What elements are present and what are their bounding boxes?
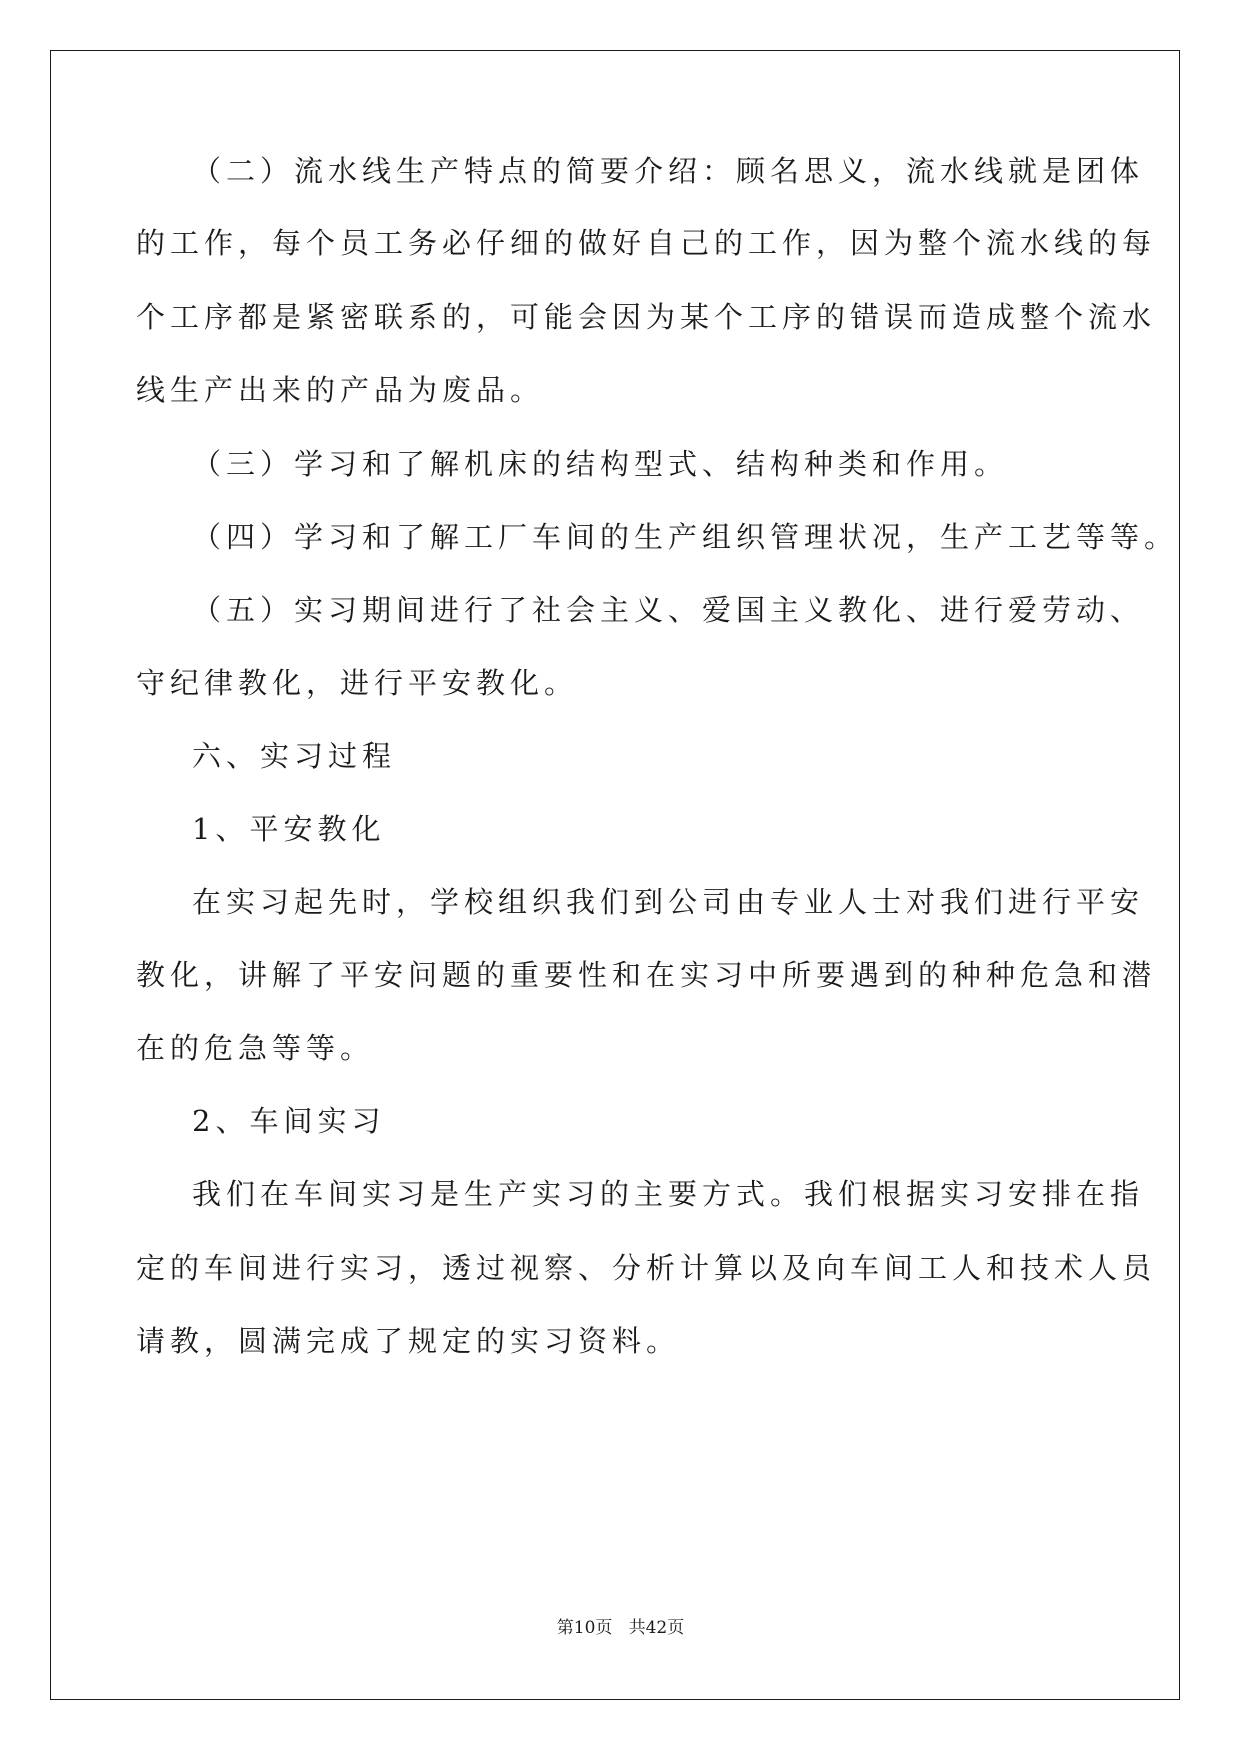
paragraph-line: 在的危急等等。 bbox=[136, 1031, 375, 1065]
paragraph-line: 定的车间进行实习，透过视察、分析计算以及向车间工人和技术人员 bbox=[136, 1251, 1157, 1285]
paragraph-line: 我们在车间实习是生产实习的主要方式。我们根据实习安排在指 bbox=[192, 1177, 1145, 1211]
paragraph-line: 守纪律教化，进行平安教化。 bbox=[136, 666, 579, 700]
paragraph-line: 个工序都是紧密联系的，可能会因为某个工序的错误而造成整个流水 bbox=[136, 300, 1157, 334]
page-footer: 第10页 共42页 bbox=[556, 1618, 685, 1638]
paragraph-line: 在实习起先时，学校组织我们到公司由专业人士对我们进行平安 bbox=[192, 885, 1145, 919]
subsection-heading: 1、平安教化 bbox=[192, 812, 386, 846]
paragraph-line: 教化，讲解了平安问题的重要性和在实习中所要遇到的种种危急和潜 bbox=[136, 958, 1157, 992]
paragraph-line: 线生产出来的产品为废品。 bbox=[136, 373, 545, 407]
paragraph-line: （二）流水线生产特点的简要介绍：顾名思义，流水线就是团体 bbox=[192, 154, 1145, 188]
paragraph-line: （三）学习和了解机床的结构型式、结构种类和作用。 bbox=[192, 447, 1009, 481]
paragraph-line: （五）实习期间进行了社会主义、爱国主义教化、进行爱劳动、 bbox=[192, 593, 1145, 627]
section-heading: 六、实习过程 bbox=[192, 739, 397, 773]
paragraph-line: 的工作，每个员工务必仔细的做好自己的工作，因为整个流水线的每 bbox=[136, 226, 1157, 260]
paragraph-line: 请教，圆满完成了规定的实习资料。 bbox=[136, 1324, 681, 1358]
subsection-heading: 2、车间实习 bbox=[192, 1104, 386, 1138]
paragraph-line: （四）学习和了解工厂车间的生产组织管理状况，生产工艺等等。 bbox=[192, 520, 1179, 554]
